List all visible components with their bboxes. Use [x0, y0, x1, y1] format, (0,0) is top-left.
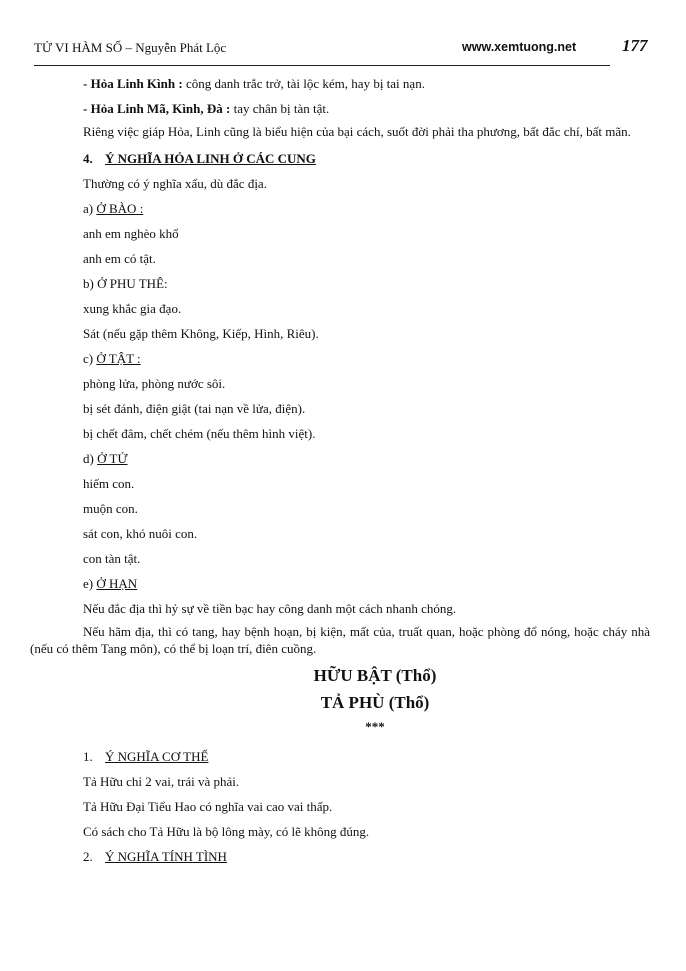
item-e-heading [30, 573, 650, 598]
list-line: anh em có tật. [83, 251, 156, 266]
line-text: công danh trắc trở, tài lộc kém, hay bị tai nạn. [182, 76, 425, 91]
heading-number: 2. [83, 849, 93, 864]
section-heading-2 [30, 846, 650, 871]
title-huu-bat: HỮU BẬT (Thổ) [313, 666, 437, 685]
item-prefix: c) [83, 351, 97, 366]
list-line: phòng lửa, phòng nước sôi. [83, 376, 226, 391]
line-text: tay chân bị tàn tật. [230, 101, 330, 116]
heading-text: Ý NGHĨA CƠ THỂ [105, 749, 209, 764]
list-line: sát con, khó nuôi con. [83, 526, 198, 541]
list-line: anh em nghèo khổ [83, 226, 179, 241]
running-title: TỬ VI HÀM SỐ – Nguyễn Phát Lộc [34, 40, 227, 55]
list-line: Sát (nếu gặp thêm Không, Kiếp, Hình, Riêu). [83, 326, 319, 341]
line-thuong: Thường có ý nghĩa xấu, dù đắc địa. [83, 176, 267, 191]
page-header [34, 36, 648, 64]
item-label: Ở TẬT : [96, 351, 141, 366]
title-ta-phu: TẢ PHÙ (Thổ) [320, 693, 430, 712]
list-line: Tả Hữu chỉ 2 vai, trái và phải. [83, 774, 240, 789]
heading-number: 4. [83, 151, 93, 166]
paragraph-ham-dia: Nếu hãm địa, thì có tang, hay bệnh hoạn, bị kiện, mất của, truất quan, hoặc phòng đổ nóng, hoặc cháy nhà (nếu có thêm Tang môn), có thể bị loạn trí, điên cuồng. [30, 624, 650, 656]
item-b-heading: b) Ở PHU THÊ: [83, 276, 168, 291]
header-rule [34, 65, 610, 66]
line-hoa-linh-ma [30, 98, 650, 123]
item-label: Ở TỬ [97, 451, 128, 466]
list-line: Có sách cho Tả Hữu là bộ lông mày, có lẽ không đúng. [83, 824, 370, 839]
list-line: bị chết đâm, chết chém (nếu thêm hình việt). [83, 426, 316, 441]
list-line: Tả Hữu Đại Tiểu Hao có nghĩa vai cao vai thấp. [83, 799, 333, 814]
section-heading-1 [30, 746, 650, 771]
page-content [30, 73, 650, 871]
section-heading-4 [30, 148, 650, 173]
item-a-heading [30, 198, 650, 223]
list-line: con tàn tật. [83, 551, 141, 566]
item-label: Ở BÀO : [96, 201, 144, 216]
page-number: 177 [622, 36, 648, 55]
list-line: bị sét đánh, điện giật (tai nạn về lửa, điện). [83, 401, 306, 416]
item-label: Ở HẠN [96, 576, 138, 591]
line-hoa-linh-kinh [30, 73, 650, 98]
item-prefix: d) [83, 451, 98, 466]
list-line: hiếm con. [83, 476, 135, 491]
list-line: xung khắc gia đạo. [83, 301, 182, 316]
item-prefix: a) [83, 201, 97, 216]
bold-label: - Hỏa Linh Kình : [83, 76, 183, 91]
bold-label: - Hỏa Linh Mã, Kình, Đà : [83, 101, 231, 116]
separator-stars: *** [365, 719, 385, 734]
list-line: muộn con. [83, 501, 138, 516]
paragraph-dac-dia: Nếu đắc địa thì hỷ sự về tiền bạc hay công danh một cách nhanh chóng. [83, 601, 457, 616]
item-prefix: e) [83, 576, 97, 591]
website-link[interactable]: www.xemtuong.net [462, 40, 577, 54]
heading-text: Ý NGHĨA TÍNH TÌNH [105, 849, 227, 864]
paragraph-rieng-viec: Riêng việc giáp Hỏa, Linh cũng là biểu hiện của bại cách, suốt đời phải tha phương, bất đắc chí, bất mãn. [83, 124, 631, 139]
heading-text: Ý NGHĨA HỎA LINH Ở CÁC CUNG [105, 151, 316, 166]
heading-number: 1. [83, 749, 93, 764]
item-c-heading [30, 348, 650, 373]
item-d-heading [30, 448, 650, 473]
